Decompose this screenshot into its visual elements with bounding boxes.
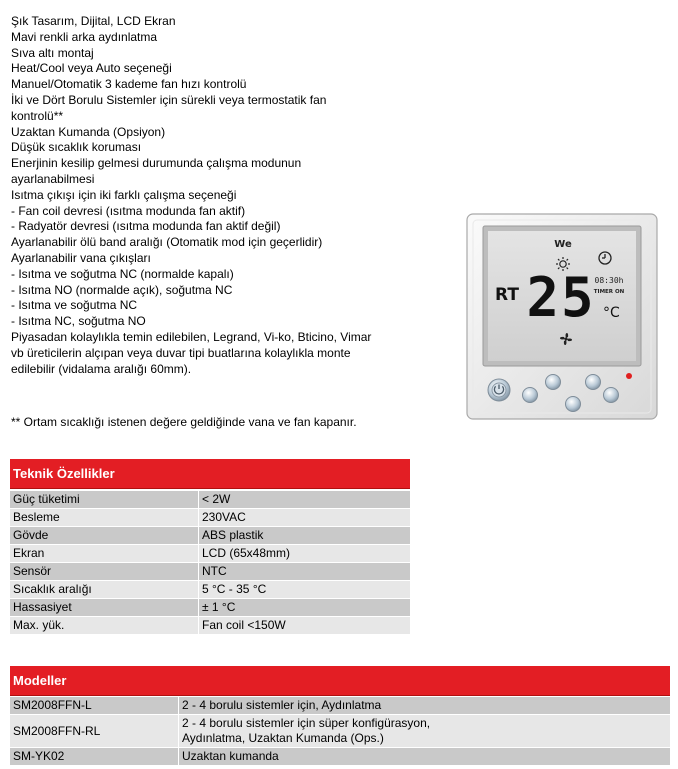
spec-value: NTC — [199, 563, 410, 581]
feature-line: kontrolü** — [11, 108, 64, 123]
button-2 — [546, 375, 561, 390]
feature-line: Enerjinin kesilip gelmesi durumunda çalışma modunun — [11, 156, 302, 171]
lcd-unit-text: °C — [603, 305, 620, 321]
feature-list — [11, 14, 411, 377]
feature-line: Mavi renkli arka aydınlatma — [11, 29, 158, 44]
feature-line: Şık Tasarım, Dijital, LCD Ekran — [11, 14, 176, 28]
feature-line: - Isıtma ve soğutma NC — [11, 298, 138, 313]
feature-line: Heat/Cool veya Auto seçeneği — [11, 61, 172, 76]
table-row — [10, 599, 410, 617]
button-4 — [586, 375, 601, 390]
table-row — [10, 509, 410, 527]
lcd-mode-text: RT — [495, 285, 519, 305]
spec-key: Sıcaklık aralığı — [10, 581, 199, 599]
button-1 — [523, 388, 538, 403]
table-row — [10, 563, 410, 581]
footnote: ** Ortam sıcaklığı istenen değere geldiğinde vana ve fan kapanır. — [11, 415, 357, 429]
feature-line: Düşük sıcaklık koruması — [11, 140, 142, 155]
model-code: SM2008FFN-RL — [10, 715, 179, 748]
model-code: SM2008FFN-L — [10, 697, 179, 715]
spec-key: Besleme — [10, 509, 199, 527]
table-row — [10, 617, 410, 635]
led-indicator — [626, 373, 632, 379]
spec-value: 230VAC — [199, 509, 410, 527]
spec-key: Sensör — [10, 563, 199, 581]
feature-line: İki ve Dört Borulu Sistemler için sürekli veya termostatik fan — [11, 92, 327, 107]
feature-line: Uzaktan Kumanda (Opsiyon) — [11, 124, 166, 139]
feature-line: Piyasadan kolaylıkla temin edilebilen, Legrand, Vi-ko, Bticino, Vimar — [11, 329, 372, 344]
feature-line: - Isıtma ve soğutma NC (normalde kapalı) — [11, 266, 234, 281]
table-row — [10, 697, 670, 715]
table-row — [10, 545, 410, 563]
model-description: 2 - 4 borulu sistemler için, Aydınlatma — [179, 697, 670, 715]
spec-key: Güç tüketimi — [10, 491, 199, 509]
spec-value: LCD (65x48mm) — [199, 545, 410, 563]
thermostat-image — [463, 212, 661, 422]
feature-line: edilebilir (vidalama aralığı 60mm). — [11, 361, 192, 376]
feature-line: ayarlanabilmesi — [11, 171, 95, 186]
lcd-brand-text: We — [554, 239, 572, 250]
technical-table — [10, 491, 410, 635]
feature-line: Isıtma çıkışı için iki farklı çalışma seçeneği — [11, 187, 237, 202]
feature-line: - Isıtma NO (normalde açık), soğutma NC — [11, 282, 233, 297]
feature-line: - Fan coil devresi (ısıtma modunda fan aktif) — [11, 203, 246, 218]
spec-value: ABS plastik — [199, 527, 410, 545]
lcd-temperature: 25 — [526, 266, 596, 329]
feature-line: vb üreticilerin alçıpan veya duvar tipi buatlarına kolaylıkla monte — [11, 345, 351, 360]
spec-value: 5 °C - 35 °C — [199, 581, 410, 599]
table-row — [10, 491, 410, 509]
table-row — [10, 527, 410, 545]
feature-line: - Radyatör devresi (ısıtma modunda fan aktif değil) — [11, 219, 281, 234]
technical-header: Teknik Özellikler — [10, 459, 410, 489]
model-description — [179, 715, 670, 748]
spec-key: Ekran — [10, 545, 199, 563]
button-5 — [604, 388, 619, 403]
models-table — [10, 697, 670, 766]
model-code: SM-YK02 — [10, 748, 179, 766]
spec-key: Hassasiyet — [10, 599, 199, 617]
model-description-text: 2 - 4 borulu sistemler için süper konfigürasyon, Aydınlatma, Uzaktan Kumanda (Ops.) — [182, 716, 431, 745]
lcd-timer-text: TIMER ON — [593, 289, 625, 295]
lcd-time-text: 08:30h — [594, 276, 624, 285]
feature-line: Ayarlanabilir vana çıkışları — [11, 250, 151, 265]
table-row — [10, 715, 670, 748]
spec-value: ± 1 °C — [199, 599, 410, 617]
model-description: Uzaktan kumanda — [179, 748, 670, 766]
models-header: Modeller — [10, 666, 670, 696]
spec-key: Max. yük. — [10, 617, 199, 635]
feature-line: Sıva altı montaj — [11, 45, 94, 60]
table-row — [10, 581, 410, 599]
button-3 — [566, 397, 581, 412]
spec-key: Gövde — [10, 527, 199, 545]
spec-value: Fan coil <150W — [199, 617, 410, 635]
feature-line: Manuel/Otomatik 3 kademe fan hızı kontrolü — [11, 77, 247, 92]
table-row — [10, 748, 670, 766]
feature-line: - Isıtma NC, soğutma NO — [11, 314, 146, 329]
spec-value: < 2W — [199, 491, 410, 509]
feature-line: Ayarlanabilir ölü band aralığı (Otomatik mod için geçerlidir) — [11, 235, 323, 250]
